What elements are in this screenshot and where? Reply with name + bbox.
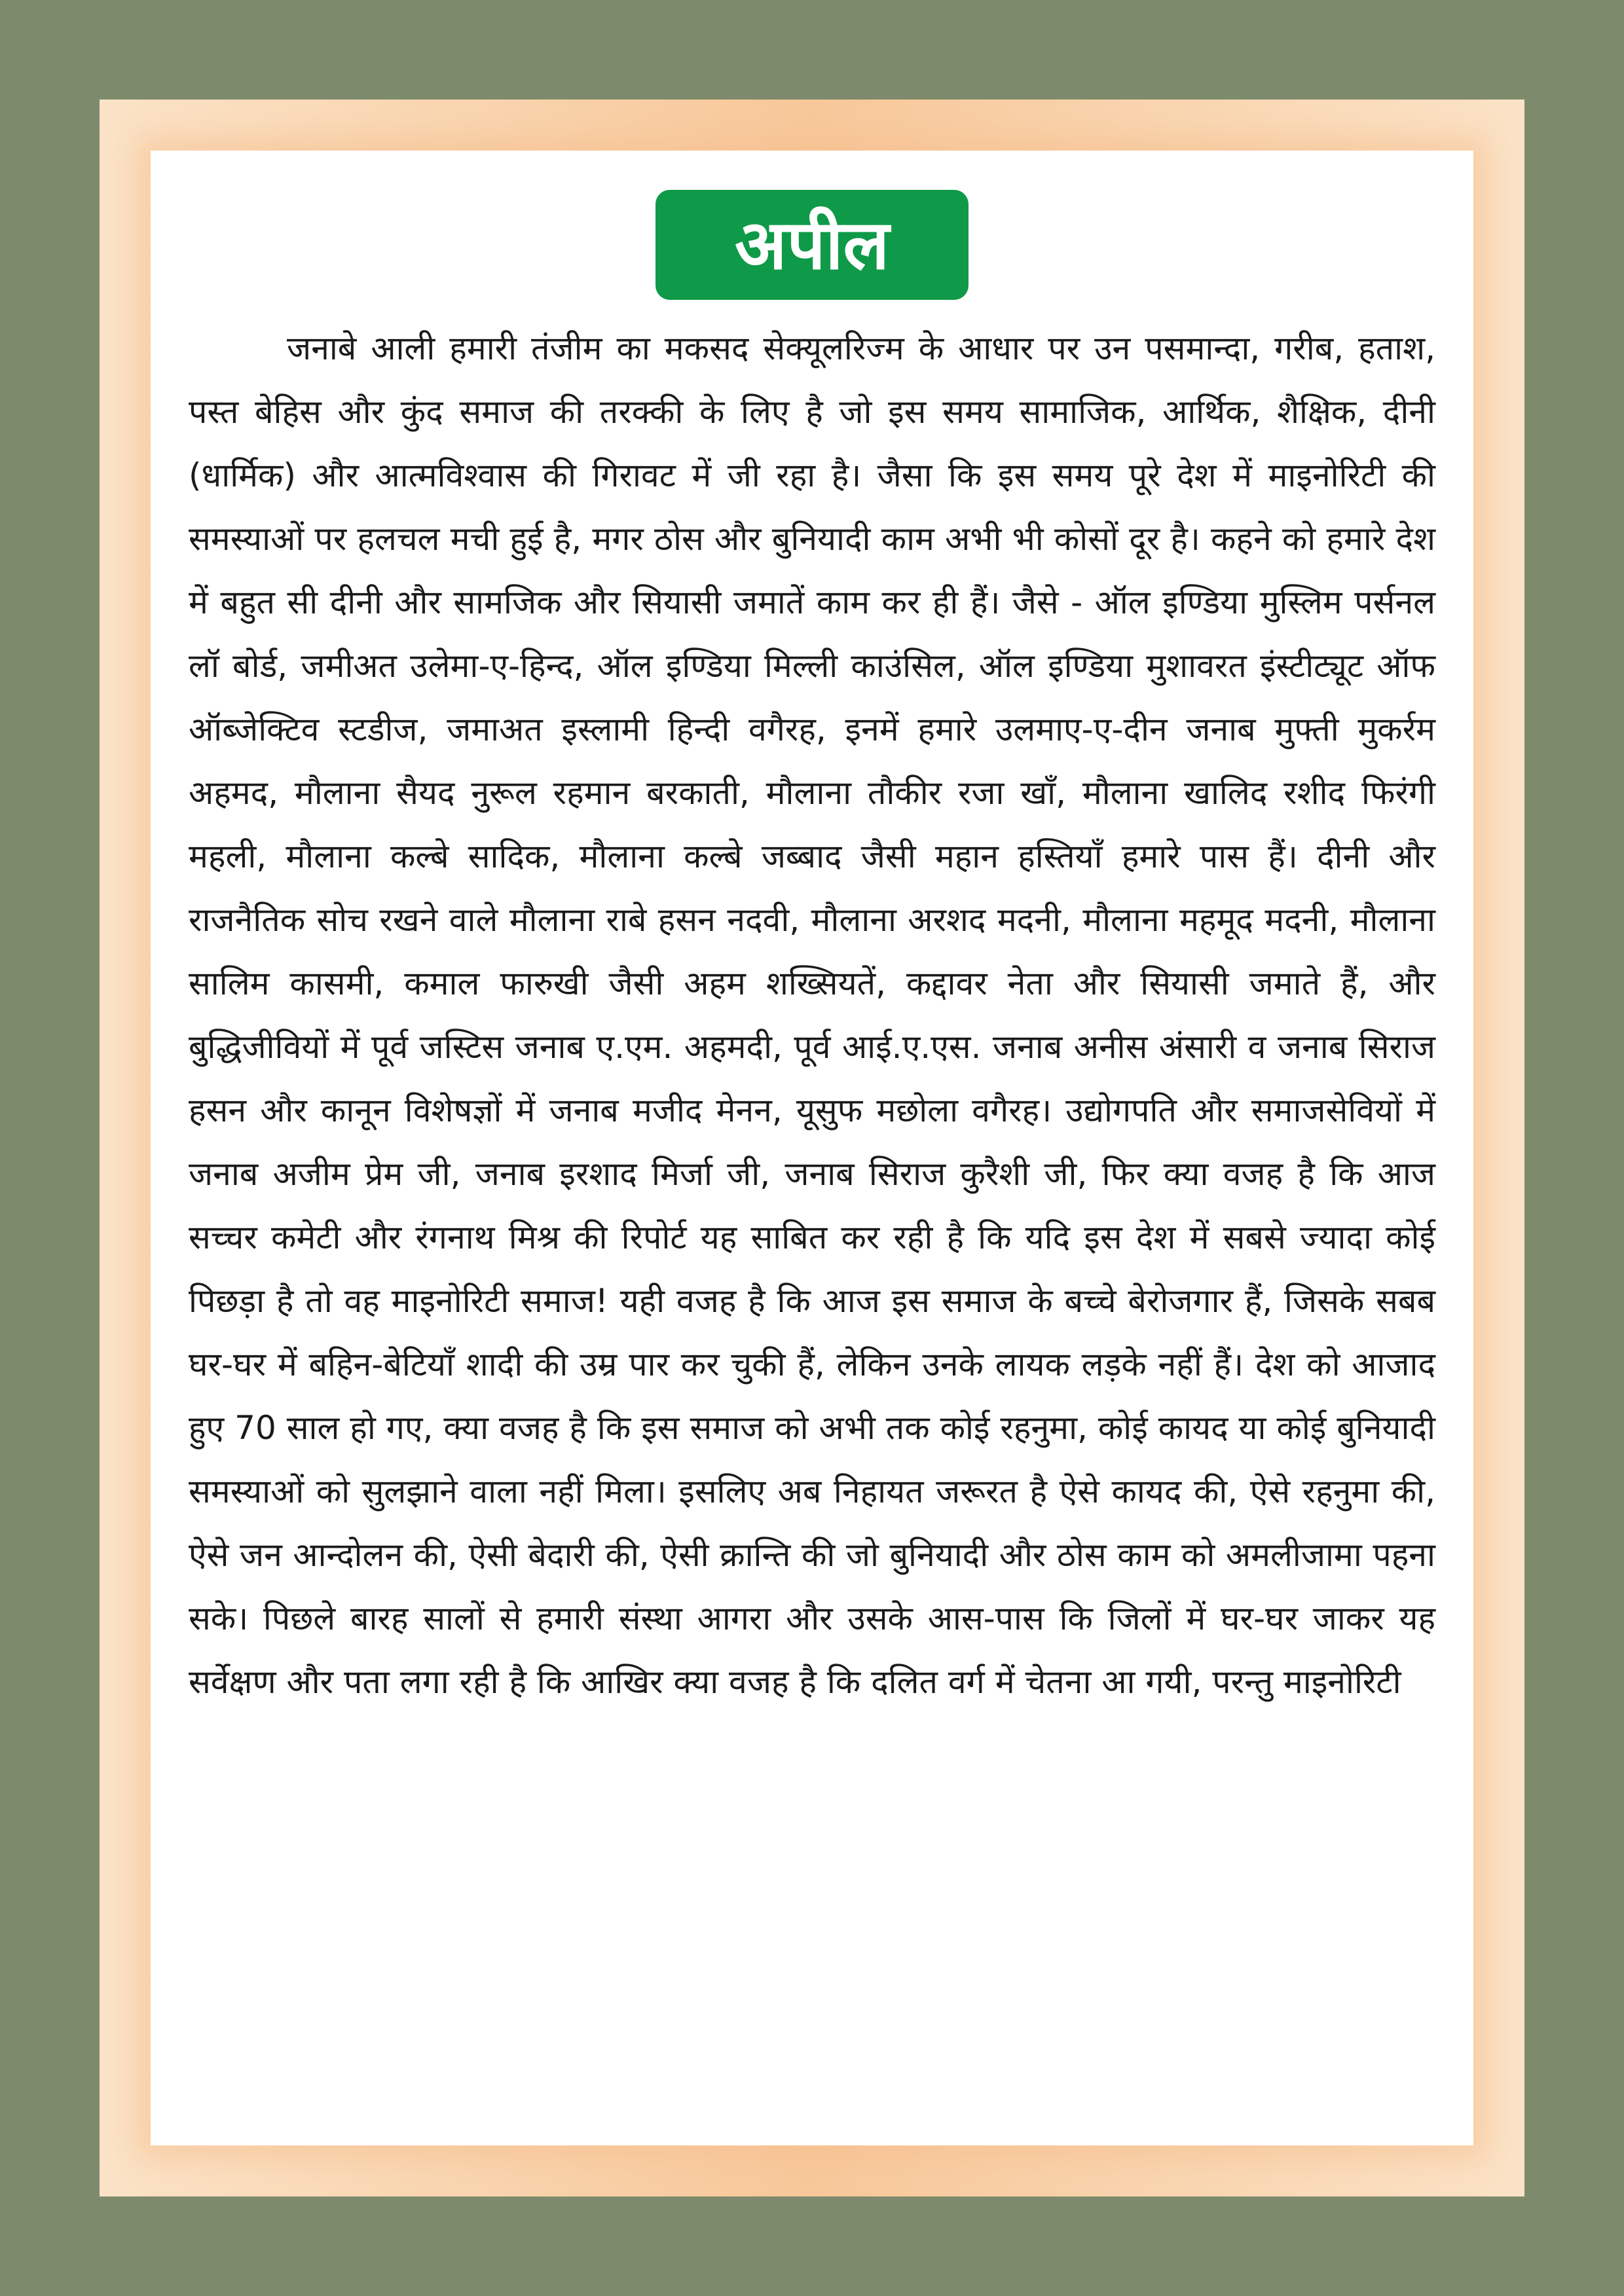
title-badge bbox=[655, 190, 969, 300]
page-title: अपील bbox=[735, 204, 889, 285]
body-paragraph: जनाबे आली हमारी तंजीम का मकसद सेक्यूलरिज्म के आधार पर उन पसमान्दा, गरीब, हताश, पस्त बेहिस और कुंद समाज की तरक्की के लिए है जो इस समय सामाजिक, आर्थिक, शैक्षिक, दीनी (धार्मिक) और आत्मविश्वास की गिरावट में जी रहा है। जैसा कि इस समय पूरे देश में माइनोरिटी की समस्याओं पर हलचल मची हुई है, मगर ठोस और बुनियादी काम अभी भी कोसों दूर है। कहने को हमारे देश में बहुत सी दीनी और सामजिक और सियासी जमातें काम कर ही हैं। जैसे - ऑल इण्डिया मुस्लिम पर्सनल लॉ बोर्ड, जमीअत उलेमा-ए-हिन्द, ऑल इण्डिया मिल्ली काउंसिल, ऑल इण्डिया मुशावरत इंस्टीट्यूट ऑफ ऑब्जेक्टिव स्टडीज, जमाअत इस्लामी हिन्दी वगैरह, इनमें हमारे उलमाए-ए-दीन जनाब मुफ्ती मुकर्रम अहमद, मौलाना सैयद नुरूल रहमान बरकाती, मौलाना तौकीर रजा खाँ, मौलाना खालिद रशीद फिरंगी महली, मौलाना कल्बे सादिक, मौलाना कल्बे जब्बाद जैसी महान हस्तियाँ हमारे पास हैं। दीनी और राजनैतिक सोच रखने वाले मौलाना राबे हसन नदवी, मौलाना अरशद मदनी, मौलाना महमूद मदनी, मौलाना सालिम कासमी, कमाल फारुखी जैसी अहम शख्सियतें, कद्दावर नेता और सियासी जमाते हैं, और बुद्धिजीवियों में पूर्व जस्टिस जनाब ए.एम. अहमदी, पूर्व आई.ए.एस. जनाब अनीस अंसारी व जनाब सिराज हसन और कानून विशेषज्ञों में जनाब मजीद मेनन, यूसुफ मछोला वगैरह। उद्योगपति और समाजसेवियों में जनाब अजीम प्रेम जी, जनाब इरशाद मिर्जा जी, जनाब सिराज कुरैशी जी, फिर क्या वजह है कि आज सच्चर कमेटी और रंगनाथ मिश्र की रिपोर्ट यह साबित कर रही है कि यदि इस देश में सबसे ज्यादा कोई पिछड़ा है तो वह माइनोरिटी समाज! यही वजह है कि आज इस समाज के बच्चे बेरोजगार हैं, जिसके सबब घर-घर में बहिन-बेटियाँ शादी की उम्र पार कर चुकी हैं, लेकिन उनके लायक लड़के नहीं हैं। देश को आजाद हुए 70 साल हो गए, क्या वजह है कि इस समाज को अभी तक कोई रहनुमा, कोई कायद या कोई बुनियादी समस्याओं को सुलझाने वाला नहीं मिला। इसलिए अब निहायत जरूरत है ऐसे कायद की, ऐसे रहनुमा की, ऐसे जन आन्दोलन की, ऐसी बेदारी की, ऐसी क्रान्ति की जो बुनियादी और ठोस काम को अमलीजामा पहना सके। पिछले बारह सालों से हमारी संस्था आगरा और उसके आस-पास कि जिलों में घर-घर जाकर यह सर्वेक्षण और पता लगा रही है कि आखिर क्या वजह है कि दलित वर्ग में चेतना आ गयी, परन्तु माइनोरिटी bbox=[189, 329, 1435, 1701]
document-content bbox=[151, 151, 1473, 2145]
